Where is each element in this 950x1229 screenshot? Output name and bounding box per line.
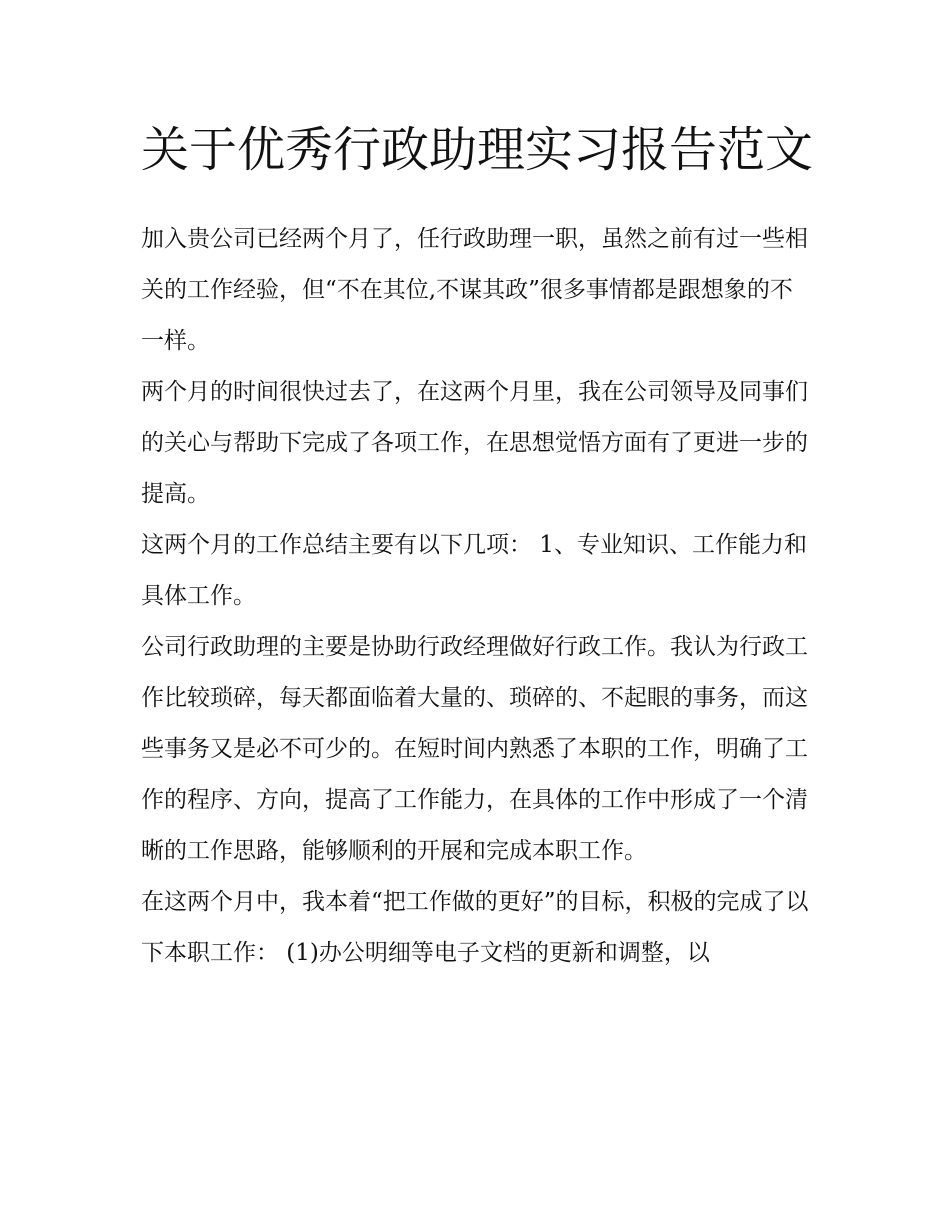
document-page bbox=[141, 112, 813, 979]
paragraph-4: 公司行政助理的主要是协助行政经理做好行政工作。我认为行政工作比较琐碎，每天都面临着大量的、琐碎的、不起眼的事务，而这些事务又是必不可少的。在短时间内熟悉了本职的工作，明确了工作的程序、方向，提高了工作能力，在具体的工作中形成了一个清晰的工作思路，能够顺利的开展和完成本职工作。 bbox=[141, 634, 808, 864]
paragraph-1: 加入贵公司已经两个月了，任行政助理一职，虽然之前有过一些相关的工作经验，但“不在其位,不谋其政”很多事情都是跟想象的不一样。 bbox=[141, 226, 808, 354]
paragraph-2: 两个月的时间很快过去了，在这两个月里，我在公司领导及同事们的关心与帮助下完成了各项工作，在思想觉悟方面有了更进一步的提高。 bbox=[141, 379, 808, 507]
paragraph-3: 这两个月的工作总结主要有以下几项： 1、专业知识、工作能力和具体工作。 bbox=[141, 532, 807, 609]
paragraph-5: 在这两个月中，我本着“把工作做的更好”的目标，积极的完成了以下本职工作： (1)办公明细等电子文档的更新和调整，以 bbox=[141, 889, 809, 966]
document-title: 关于优秀行政助理实习报告范文 bbox=[141, 122, 814, 178]
document-body bbox=[141, 214, 813, 979]
